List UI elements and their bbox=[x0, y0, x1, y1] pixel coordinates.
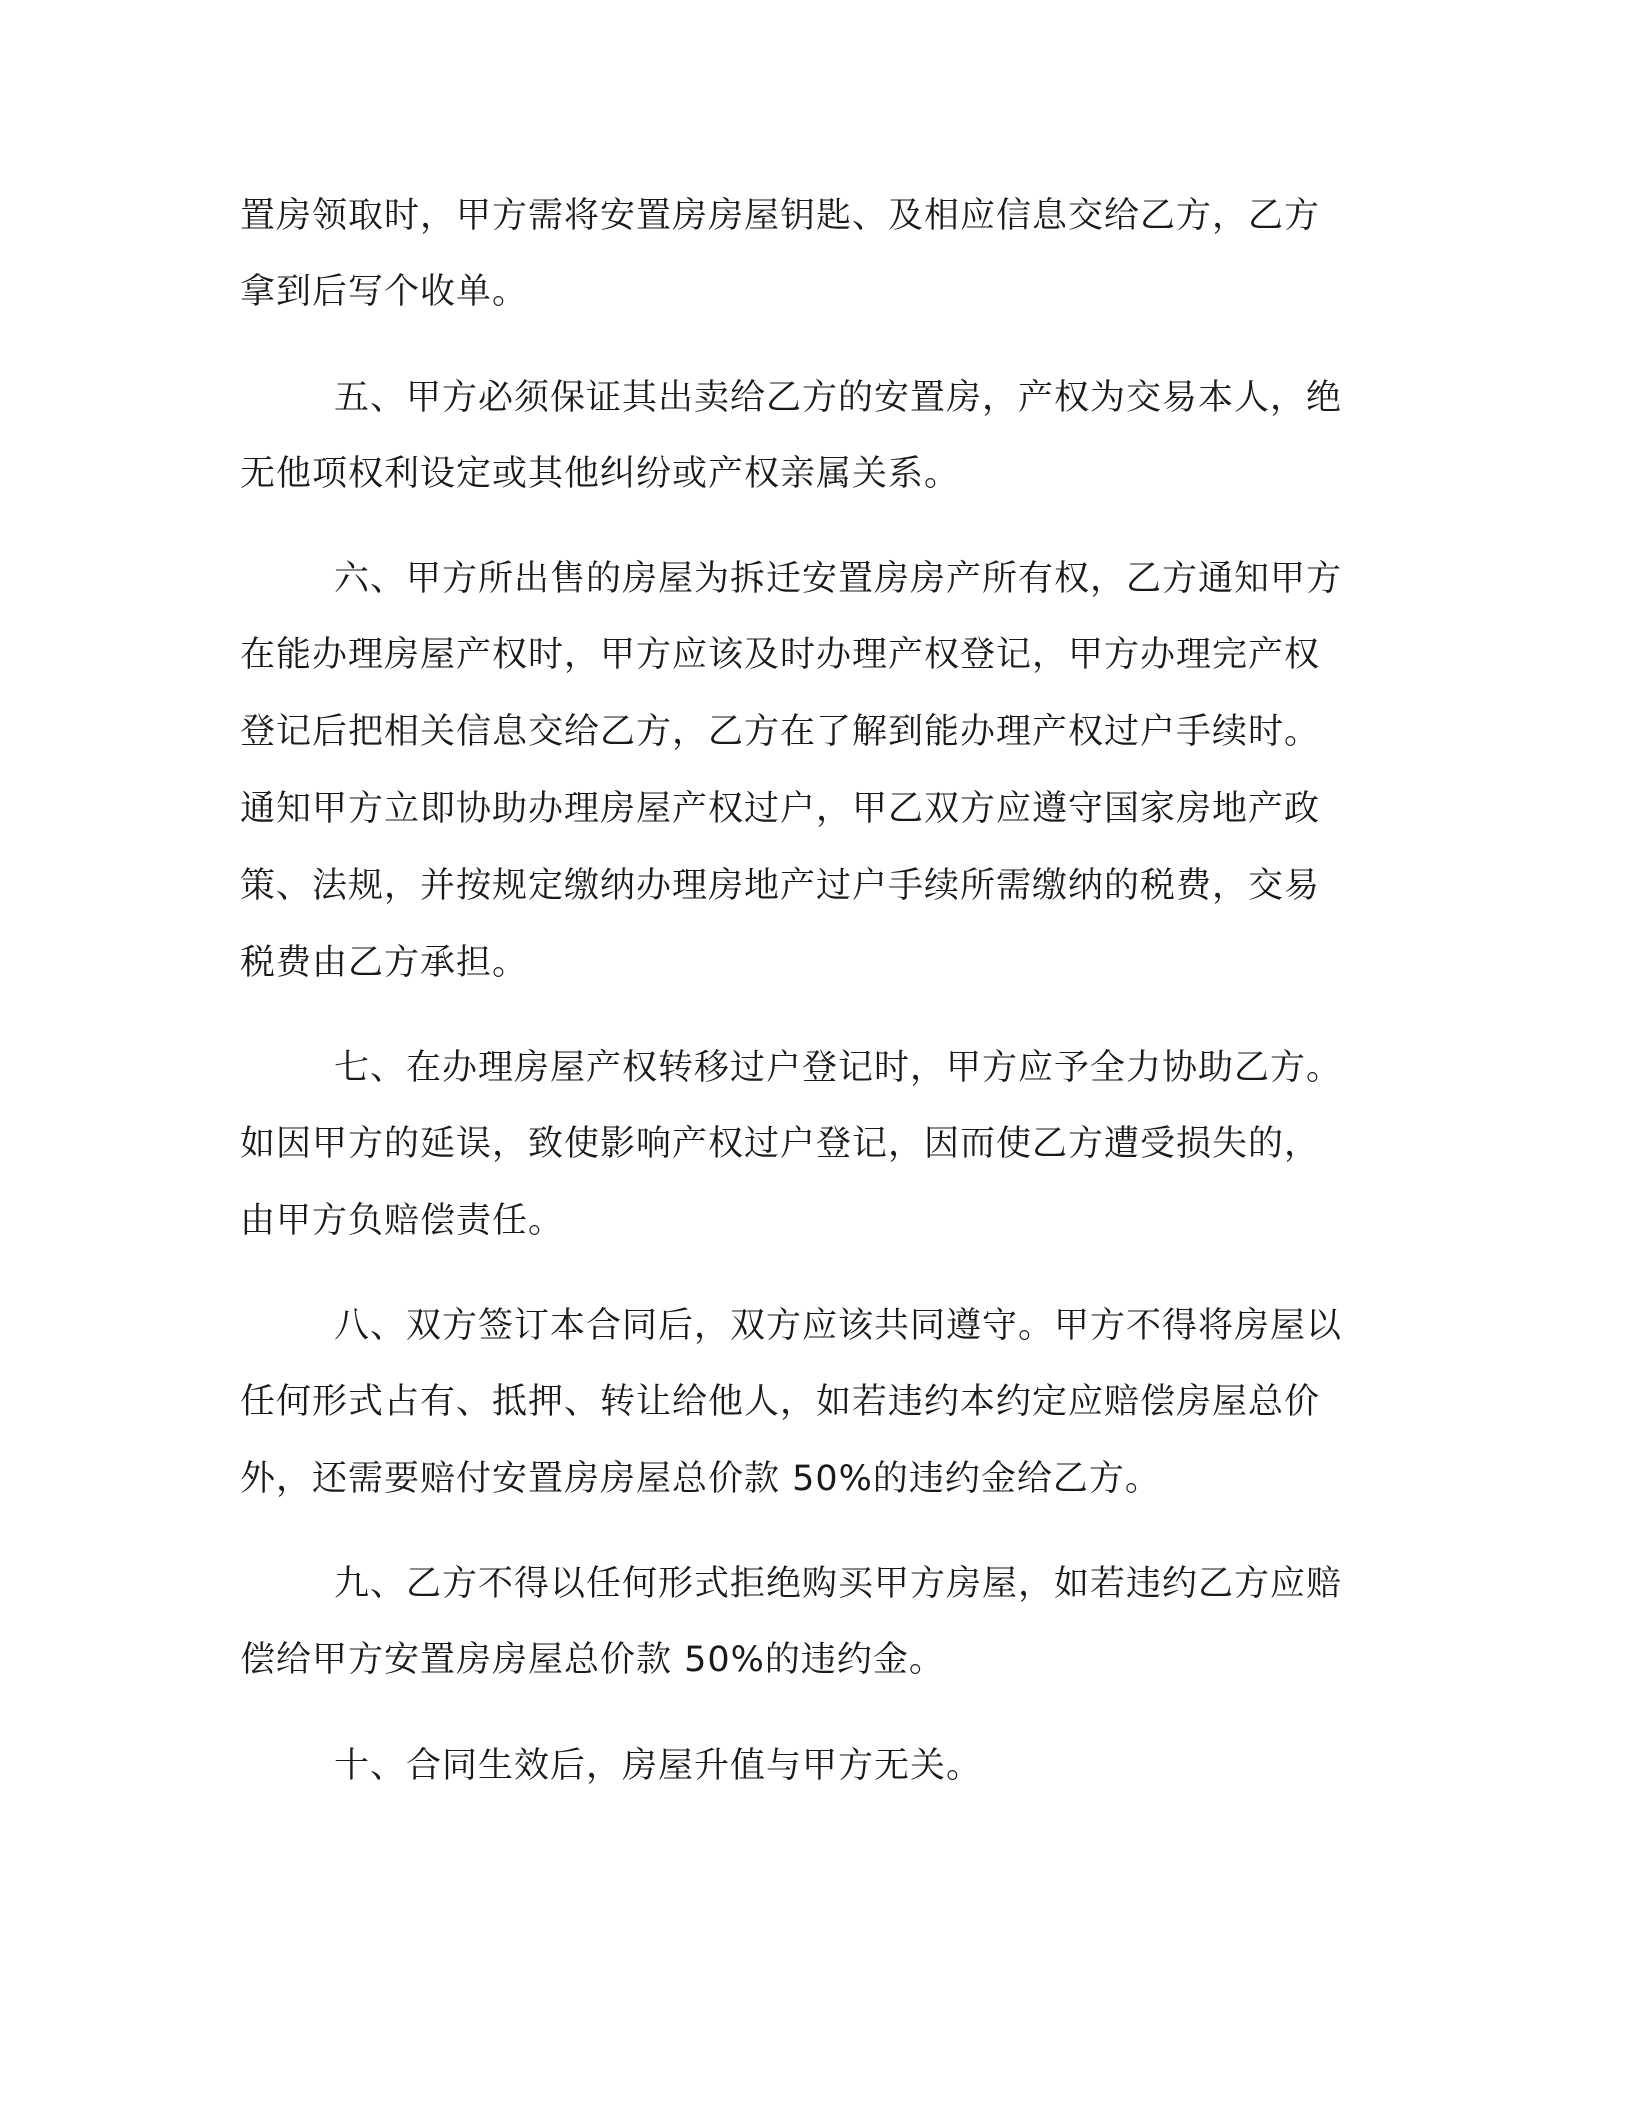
text-line: 任何形式占有、抵押、转让给他人，如若违约本约定应赔偿房屋总价 bbox=[240, 1382, 1321, 1422]
text-line: 外，还需要赔付安置房房屋总价款 50%的违约金给乙方。 bbox=[240, 1459, 1161, 1499]
text-line: 五、甲方必须保证其出卖给乙方的安置房，产权为交易本人，绝 bbox=[334, 378, 1343, 418]
text-line: 由甲方负赔偿责任。 bbox=[240, 1201, 565, 1241]
text-line: 九、乙方不得以任何形式拒绝购买甲方房屋，如若违约乙方应赔 bbox=[334, 1564, 1343, 1604]
text-line: 六、甲方所出售的房屋为拆迁安置房房产所有权，乙方通知甲方 bbox=[334, 559, 1343, 599]
text-line: 登记后把相关信息交给乙方，乙方在了解到能办理产权过户手续时。 bbox=[240, 712, 1321, 752]
text-line: 策、法规，并按规定缴纳办理房地产过户手续所需缴纳的税费，交易 bbox=[240, 866, 1321, 906]
text-line: 税费由乙方承担。 bbox=[240, 943, 529, 983]
text-line: 在能办理房屋产权时，甲方应该及时办理产权登记，甲方办理完产权 bbox=[240, 635, 1321, 675]
text-line: 通知甲方立即协助办理房屋产权过户，甲乙双方应遵守国家房地产政 bbox=[240, 789, 1321, 829]
text-line: 七、在办理房屋产权转移过户登记时，甲方应予全力协助乙方。 bbox=[334, 1048, 1343, 1088]
text-line: 无他项权利设定或其他纠纷或产权亲属关系。 bbox=[240, 454, 961, 494]
text-line: 拿到后写个收单。 bbox=[240, 272, 529, 312]
text-line: 如因甲方的延误，致使影响产权过户登记，因而使乙方遭受损失的， bbox=[240, 1124, 1321, 1164]
text-line: 八、双方签订本合同后，双方应该共同遵守。甲方不得将房屋以 bbox=[334, 1306, 1343, 1346]
text-line: 置房领取时，甲方需将安置房房屋钥匙、及相应信息交给乙方，乙方 bbox=[240, 196, 1321, 236]
text-line: 十、合同生效后，房屋升值与甲方无关。 bbox=[334, 1746, 983, 1786]
text-line: 偿给甲方安置房房屋总价款 50%的违约金。 bbox=[240, 1640, 945, 1680]
